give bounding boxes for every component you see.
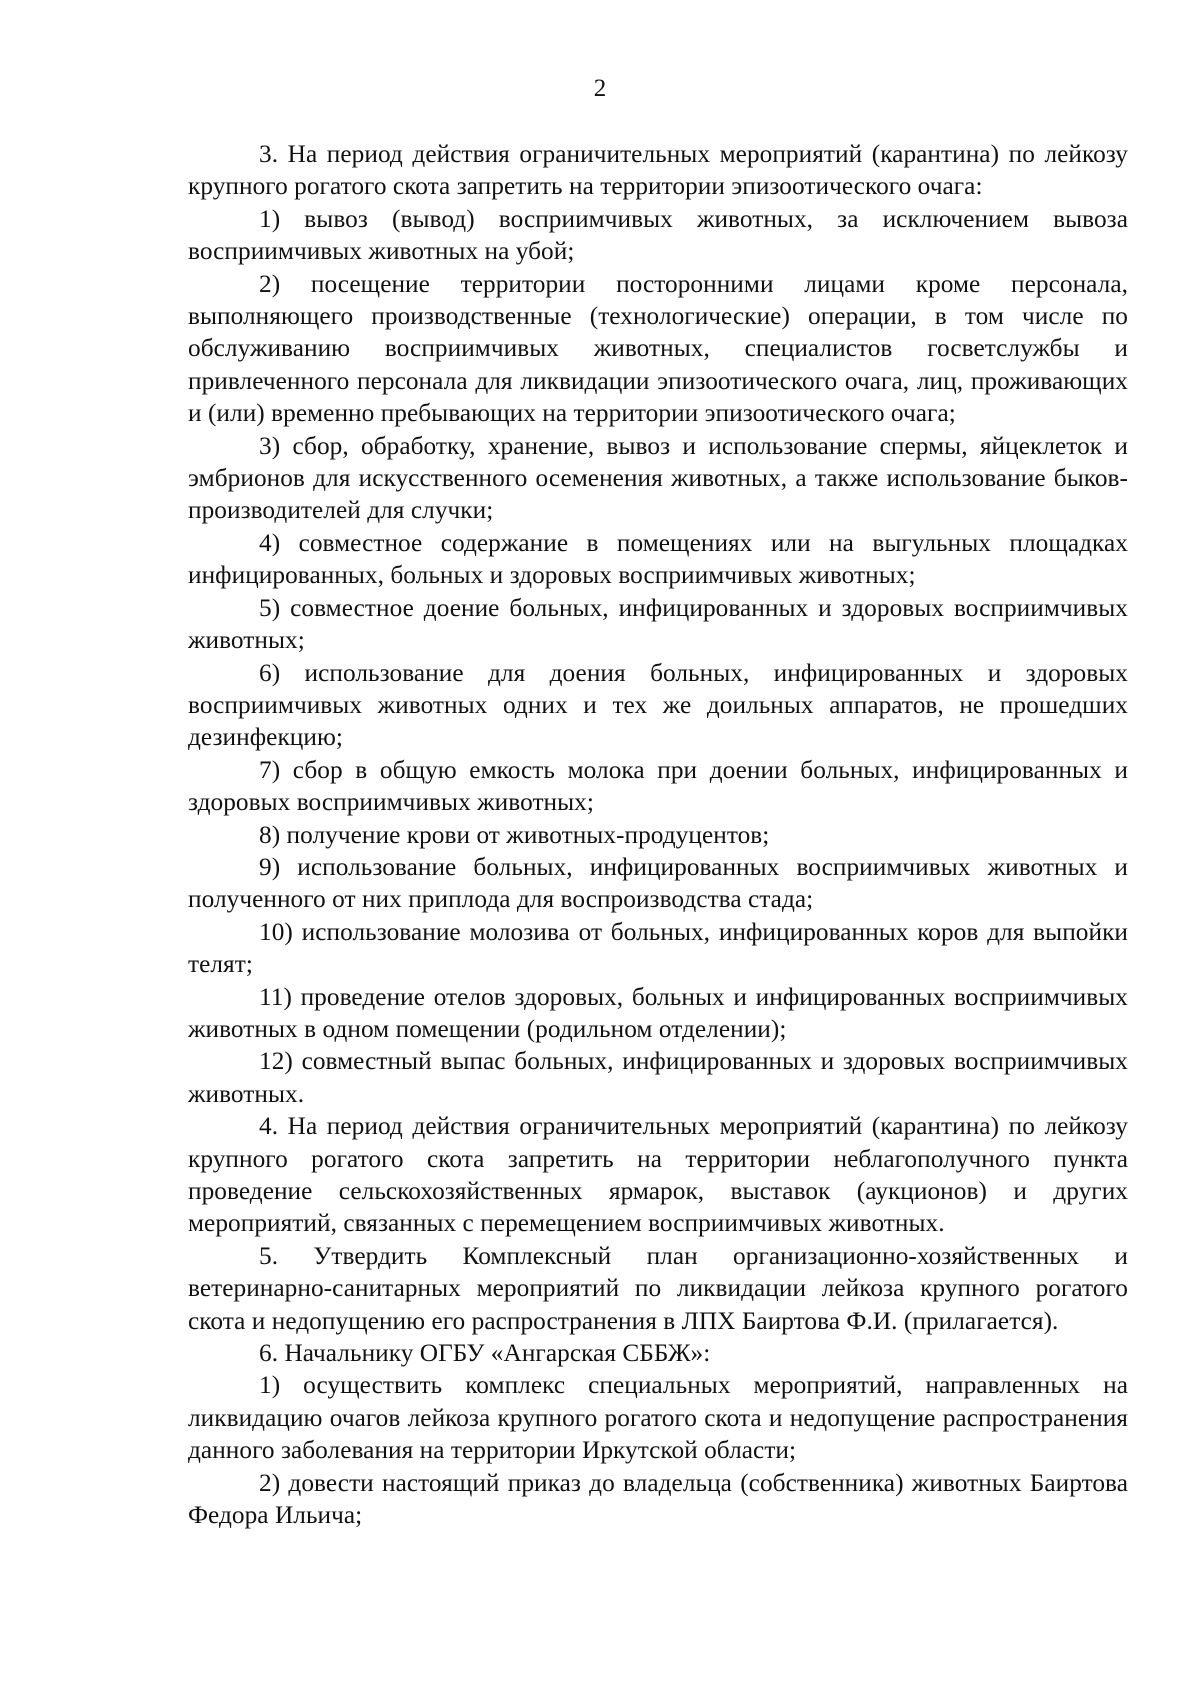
paragraph-3-2: 2) посещение территории посторонними лицами кроме персонала, выполняющего производственные (технологические) операции, в том числе по обслуживанию восприимчивых животных, специалистов госветслужбы и привлеченного персонала для ликвидации эпизоотического очага, лиц, проживающих и (или) временно пребывающих на территории эпизоотического очага; (188, 269, 1128, 428)
paragraph-3-5: 5) совместное доение больных, инфицированных и здоровых восприимчивых животных; (188, 593, 1128, 655)
paragraph-3-12: 12) совместный выпас больных, инфицированных и здоровых восприимчивых животных. (188, 1047, 1128, 1108)
paragraph-3-7: 7) сбор в общую емкость молока при доении больных, инфицированных и здоровых восприимчивых животных; (188, 755, 1128, 817)
document-body (188, 138, 1128, 1531)
paragraph-5: 5. Утвердить Комплексный план организационно-хозяйственных и ветеринарно-санитарных мероприятий по ликвидации лейкоза крупного рогатого скота и недопущению его распространения в ЛПХ Баиртова Ф.И. (прилагается). (188, 1241, 1128, 1335)
paragraph-6: 6. Начальнику ОГБУ «Ангарская СББЖ»: (259, 1339, 711, 1368)
paragraph-3-3: 3) сбор, обработку, хранение, вывоз и использование спермы, яйцеклеток и эмбрионов для искусственного осеменения животных, а также использование быков-производителей для случки; (188, 431, 1128, 525)
paragraph-3-4: 4) совместное содержание в помещениях или на выгульных площадках инфицированных, больных и здоровых восприимчивых животных; (188, 528, 1128, 590)
paragraph-3-9: 9) использование больных, инфицированных восприимчивых животных и полученного от них приплода для воспроизводства стада; (188, 852, 1128, 914)
paragraph-3-10: 10) использование молозива от больных, инфицированных коров для выпойки телят; (188, 917, 1128, 979)
page-number: 2 (593, 75, 607, 102)
paragraph-3-11: 11) проведение отелов здоровых, больных и инфицированных восприимчивых животных в одном помещении (родильном отделении); (188, 982, 1128, 1043)
paragraph-6-1: 1) осуществить комплекс специальных мероприятий, направленных на ликвидацию очагов лейкоза крупного рогатого скота и недопущение распространения данного заболевания на территории Иркутской области; (188, 1371, 1128, 1465)
paragraph-6-2: 2) довести настоящий приказ до владельца (собственника) животных Баиртова Федора Ильича; (188, 1468, 1128, 1530)
paragraph-3-8: 8) получение крови от животных-продуцентов; (259, 820, 770, 849)
paragraph-4: 4. На период действия ограничительных мероприятий (карантина) по лейкозу крупного рогатого скота запретить на территории неблагополучного пункта проведение сельскохозяйственных ярмарок, выставок (аукционов) и других мероприятий, связанных с перемещением восприимчивых животных. (188, 1112, 1128, 1238)
paragraph-3-6: 6) использование для доения больных, инфицированных и здоровых восприимчивых животных одних и тех же доильных аппаратов, не прошедших дезинфекцию; (188, 658, 1128, 752)
paragraph-3-1: 1) вывоз (вывод) восприимчивых животных, за исключением вывоза восприимчивых животных на убой; (188, 204, 1128, 266)
paragraph-3: 3. На период действия ограничительных мероприятий (карантина) по лейкозу крупного рогатого скота запретить на территории эпизоотического очага: (188, 140, 1128, 201)
